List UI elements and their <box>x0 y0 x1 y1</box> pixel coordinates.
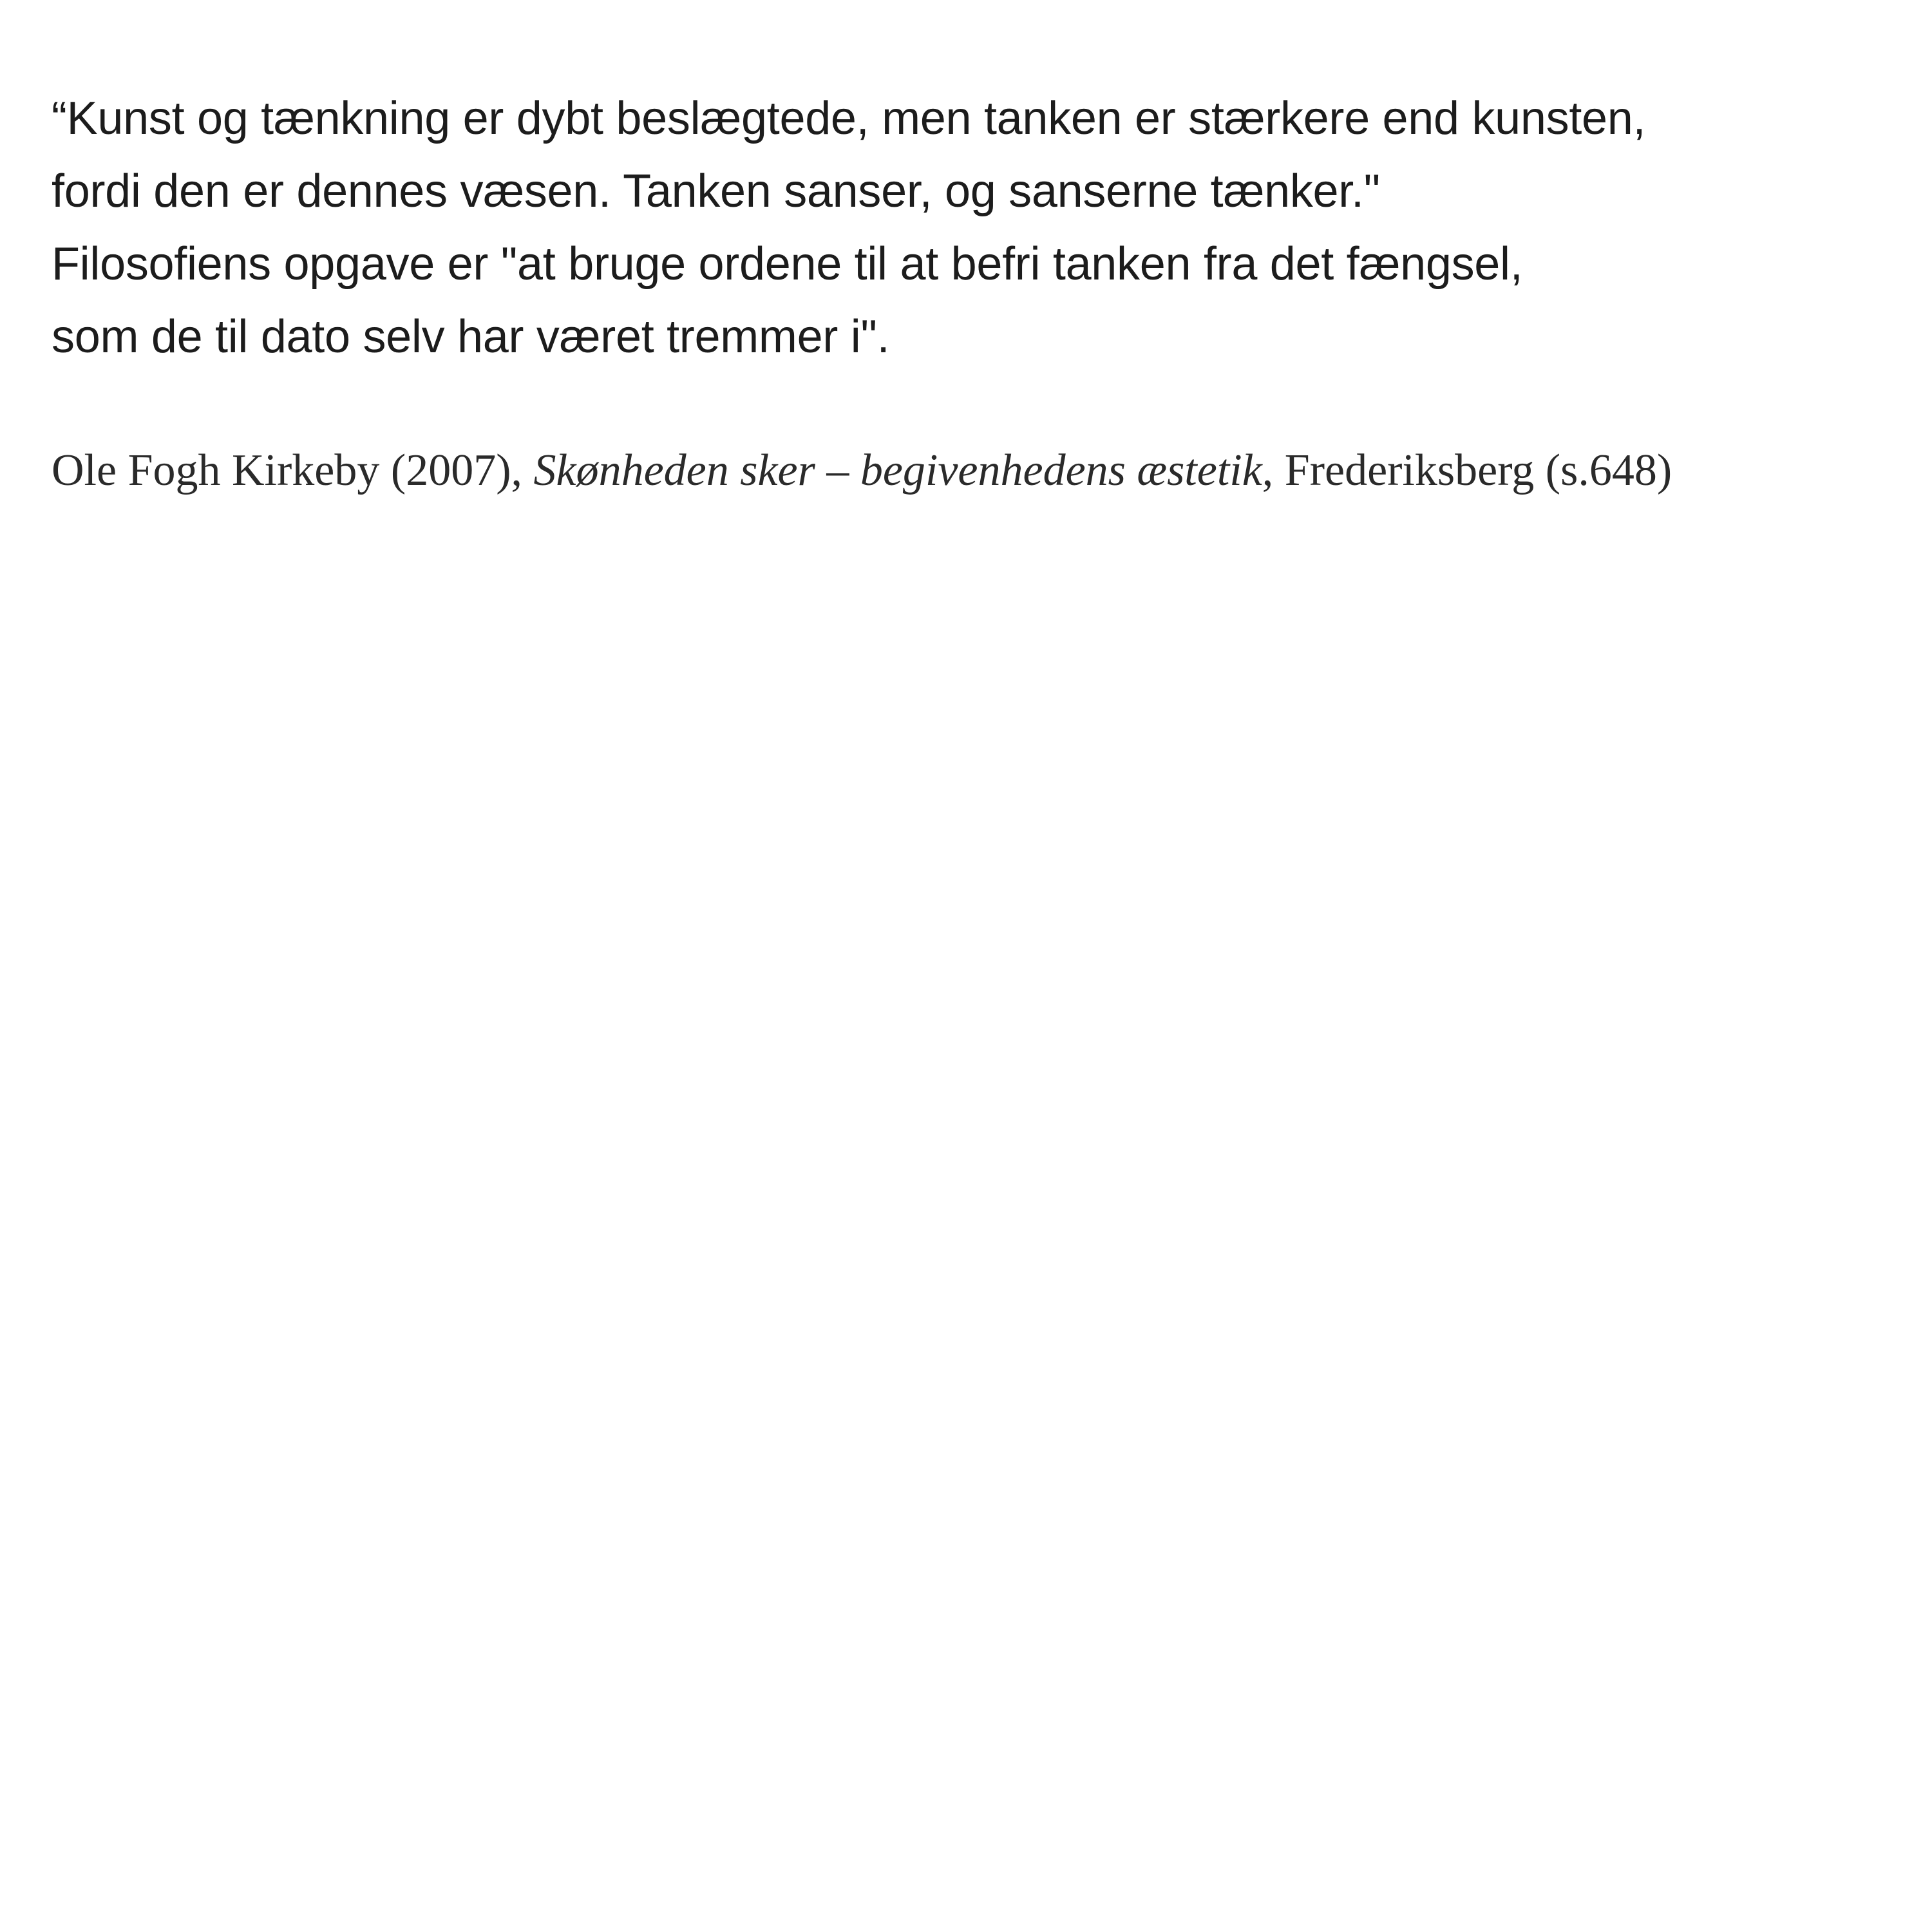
quote-line: som de til dato selv har været tremmer i". <box>52 311 890 363</box>
citation-title: Skønheden sker – begivenhedens æstetik <box>533 446 1262 495</box>
citation <box>52 442 1919 500</box>
quote-line: fordi den er dennes væsen. Tanken sanser, og sanserne tænker." <box>52 166 1380 217</box>
citation-publisher: , Frederiksberg (s.648) <box>1262 446 1672 495</box>
quote-line: Filosofiens opgave er "at bruge ordene til at befri tanken fra det fængsel, <box>52 238 1523 290</box>
quote-line: “Kunst og tænkning er dybt beslægtede, men tanken er stærkere end kunsten, <box>52 93 1646 144</box>
citation-author-year: Ole Fogh Kirkeby (2007), <box>52 446 523 495</box>
quote-block <box>52 82 1919 374</box>
